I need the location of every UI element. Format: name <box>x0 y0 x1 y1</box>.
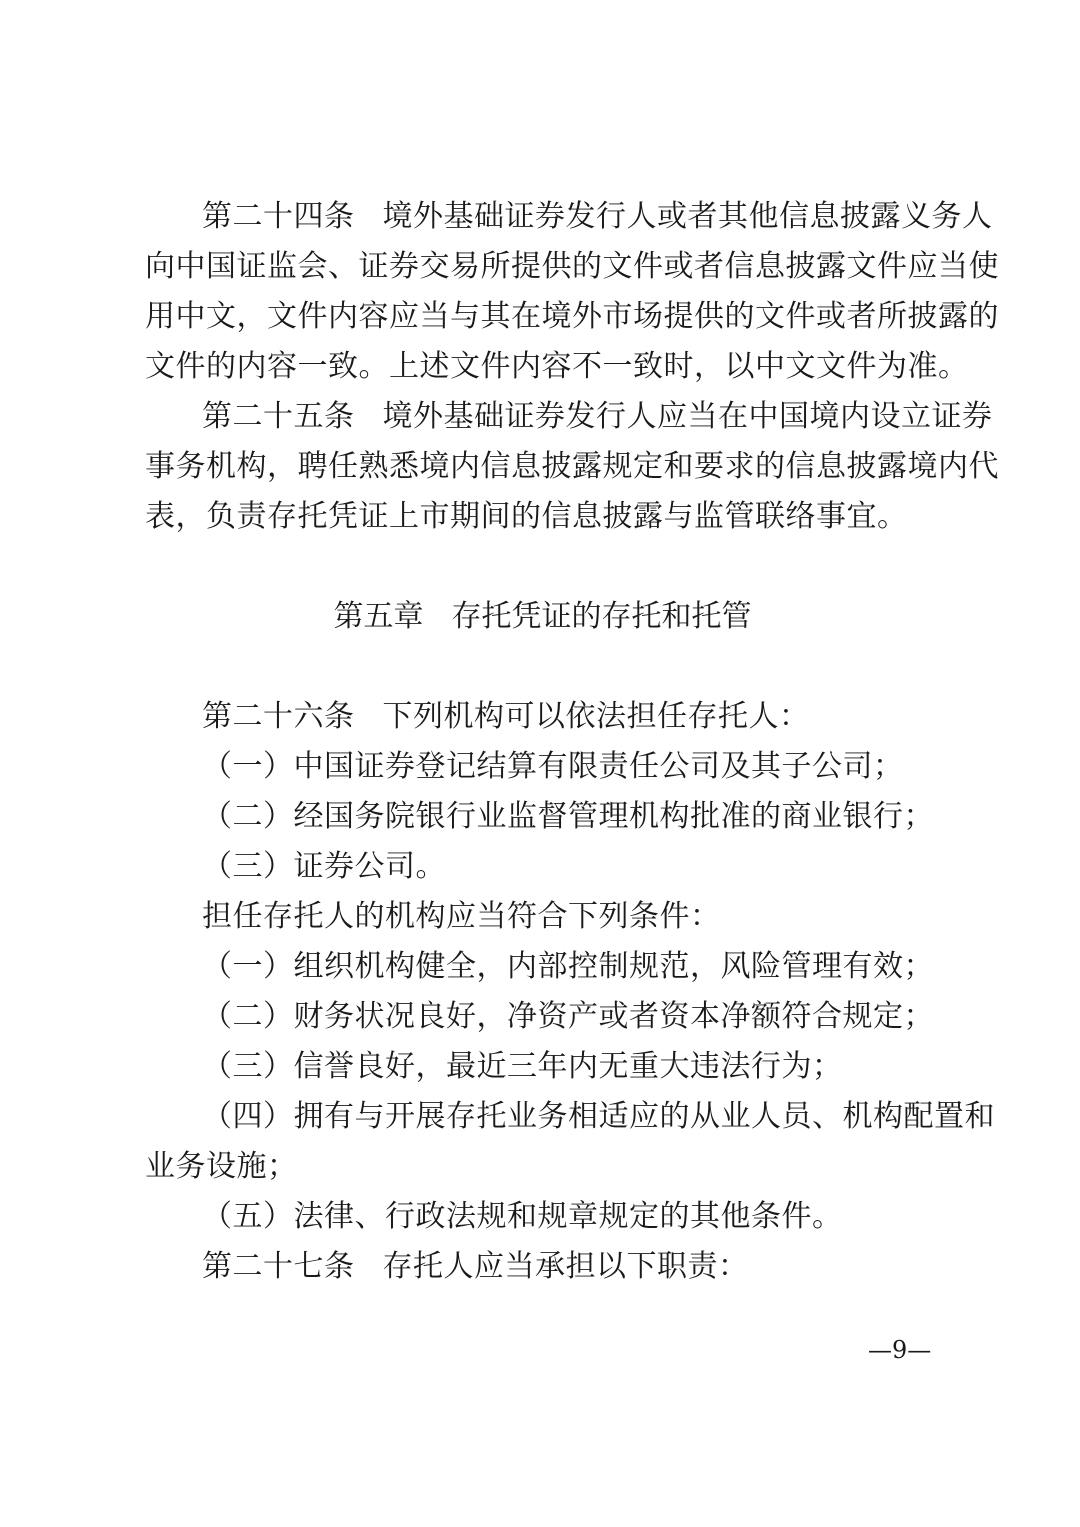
article-24 <box>145 192 999 392</box>
document-body <box>145 192 999 1292</box>
article-25 <box>145 392 999 542</box>
article-24-label: 第二十四条 <box>202 199 355 234</box>
article-26-line-1 <box>145 692 940 742</box>
article-27-label: 第二十七条 <box>202 1249 355 1284</box>
article-24-line-3: 用中文，文件内容应当与其在境外市场提供的文件或者所披露的 <box>145 299 999 334</box>
institution-item-1: （一）中国证券登记结算有限责任公司及其子公司； <box>202 749 904 784</box>
article-24-text-1: 境外基础证券发行人或者其他信息披露义务人 <box>382 199 993 234</box>
article-25-line-1 <box>145 392 993 442</box>
article-26-intro: 下列机构可以依法担任存托人： <box>382 699 810 734</box>
article-24-line-2: 向中国证监会、证券交易所提供的文件或者信息披露文件应当使 <box>145 249 999 284</box>
article-25-line-3: 表，负责存托凭证上市期间的信息披露与监管联络事宜。 <box>145 499 908 534</box>
article-27-line-1 <box>145 1242 940 1292</box>
article-27 <box>145 1242 940 1292</box>
condition-item-1: （一）组织机构健全，内部控制规范，风险管理有效； <box>202 949 934 984</box>
condition-item-5: （五）法律、行政法规和规章规定的其他条件。 <box>202 1199 843 1234</box>
article-25-label: 第二十五条 <box>202 399 355 434</box>
chapter-5-heading <box>145 592 940 642</box>
institution-item-2: （二）经国务院银行业监督管理机构批准的商业银行； <box>202 799 934 834</box>
article-26-label: 第二十六条 <box>202 699 355 734</box>
article-25-text-1: 境外基础证券发行人应当在中国境内设立证券 <box>382 399 993 434</box>
chapter-5-label: 第五章 <box>333 599 424 634</box>
institution-item-3: （三）证券公司。 <box>202 849 446 884</box>
page-number: —9— <box>868 1336 932 1364</box>
condition-item-4: （四）拥有与开展存托业务相适应的从业人员、机构配置和 <box>202 1099 995 1134</box>
article-27-intro: 存托人应当承担以下职责： <box>382 1249 749 1284</box>
article-24-line-4: 文件的内容一致。上述文件内容不一致时，以中文文件为准。 <box>145 349 969 384</box>
chapter-5-title: 存托凭证的存托和托管 <box>451 599 752 634</box>
article-26 <box>145 692 995 1242</box>
conditions-intro: 担任存托人的机构应当符合下列条件： <box>202 899 721 934</box>
condition-item-4-cont: 业务设施； <box>145 1149 298 1184</box>
article-24-line-1 <box>145 192 993 242</box>
article-25-line-2: 事务机构，聘任熟悉境内信息披露规定和要求的信息披露境内代 <box>145 449 999 484</box>
condition-item-2: （二）财务状况良好，净资产或者资本净额符合规定； <box>202 999 934 1034</box>
condition-item-3: （三）信誉良好，最近三年内无重大违法行为； <box>202 1049 843 1084</box>
